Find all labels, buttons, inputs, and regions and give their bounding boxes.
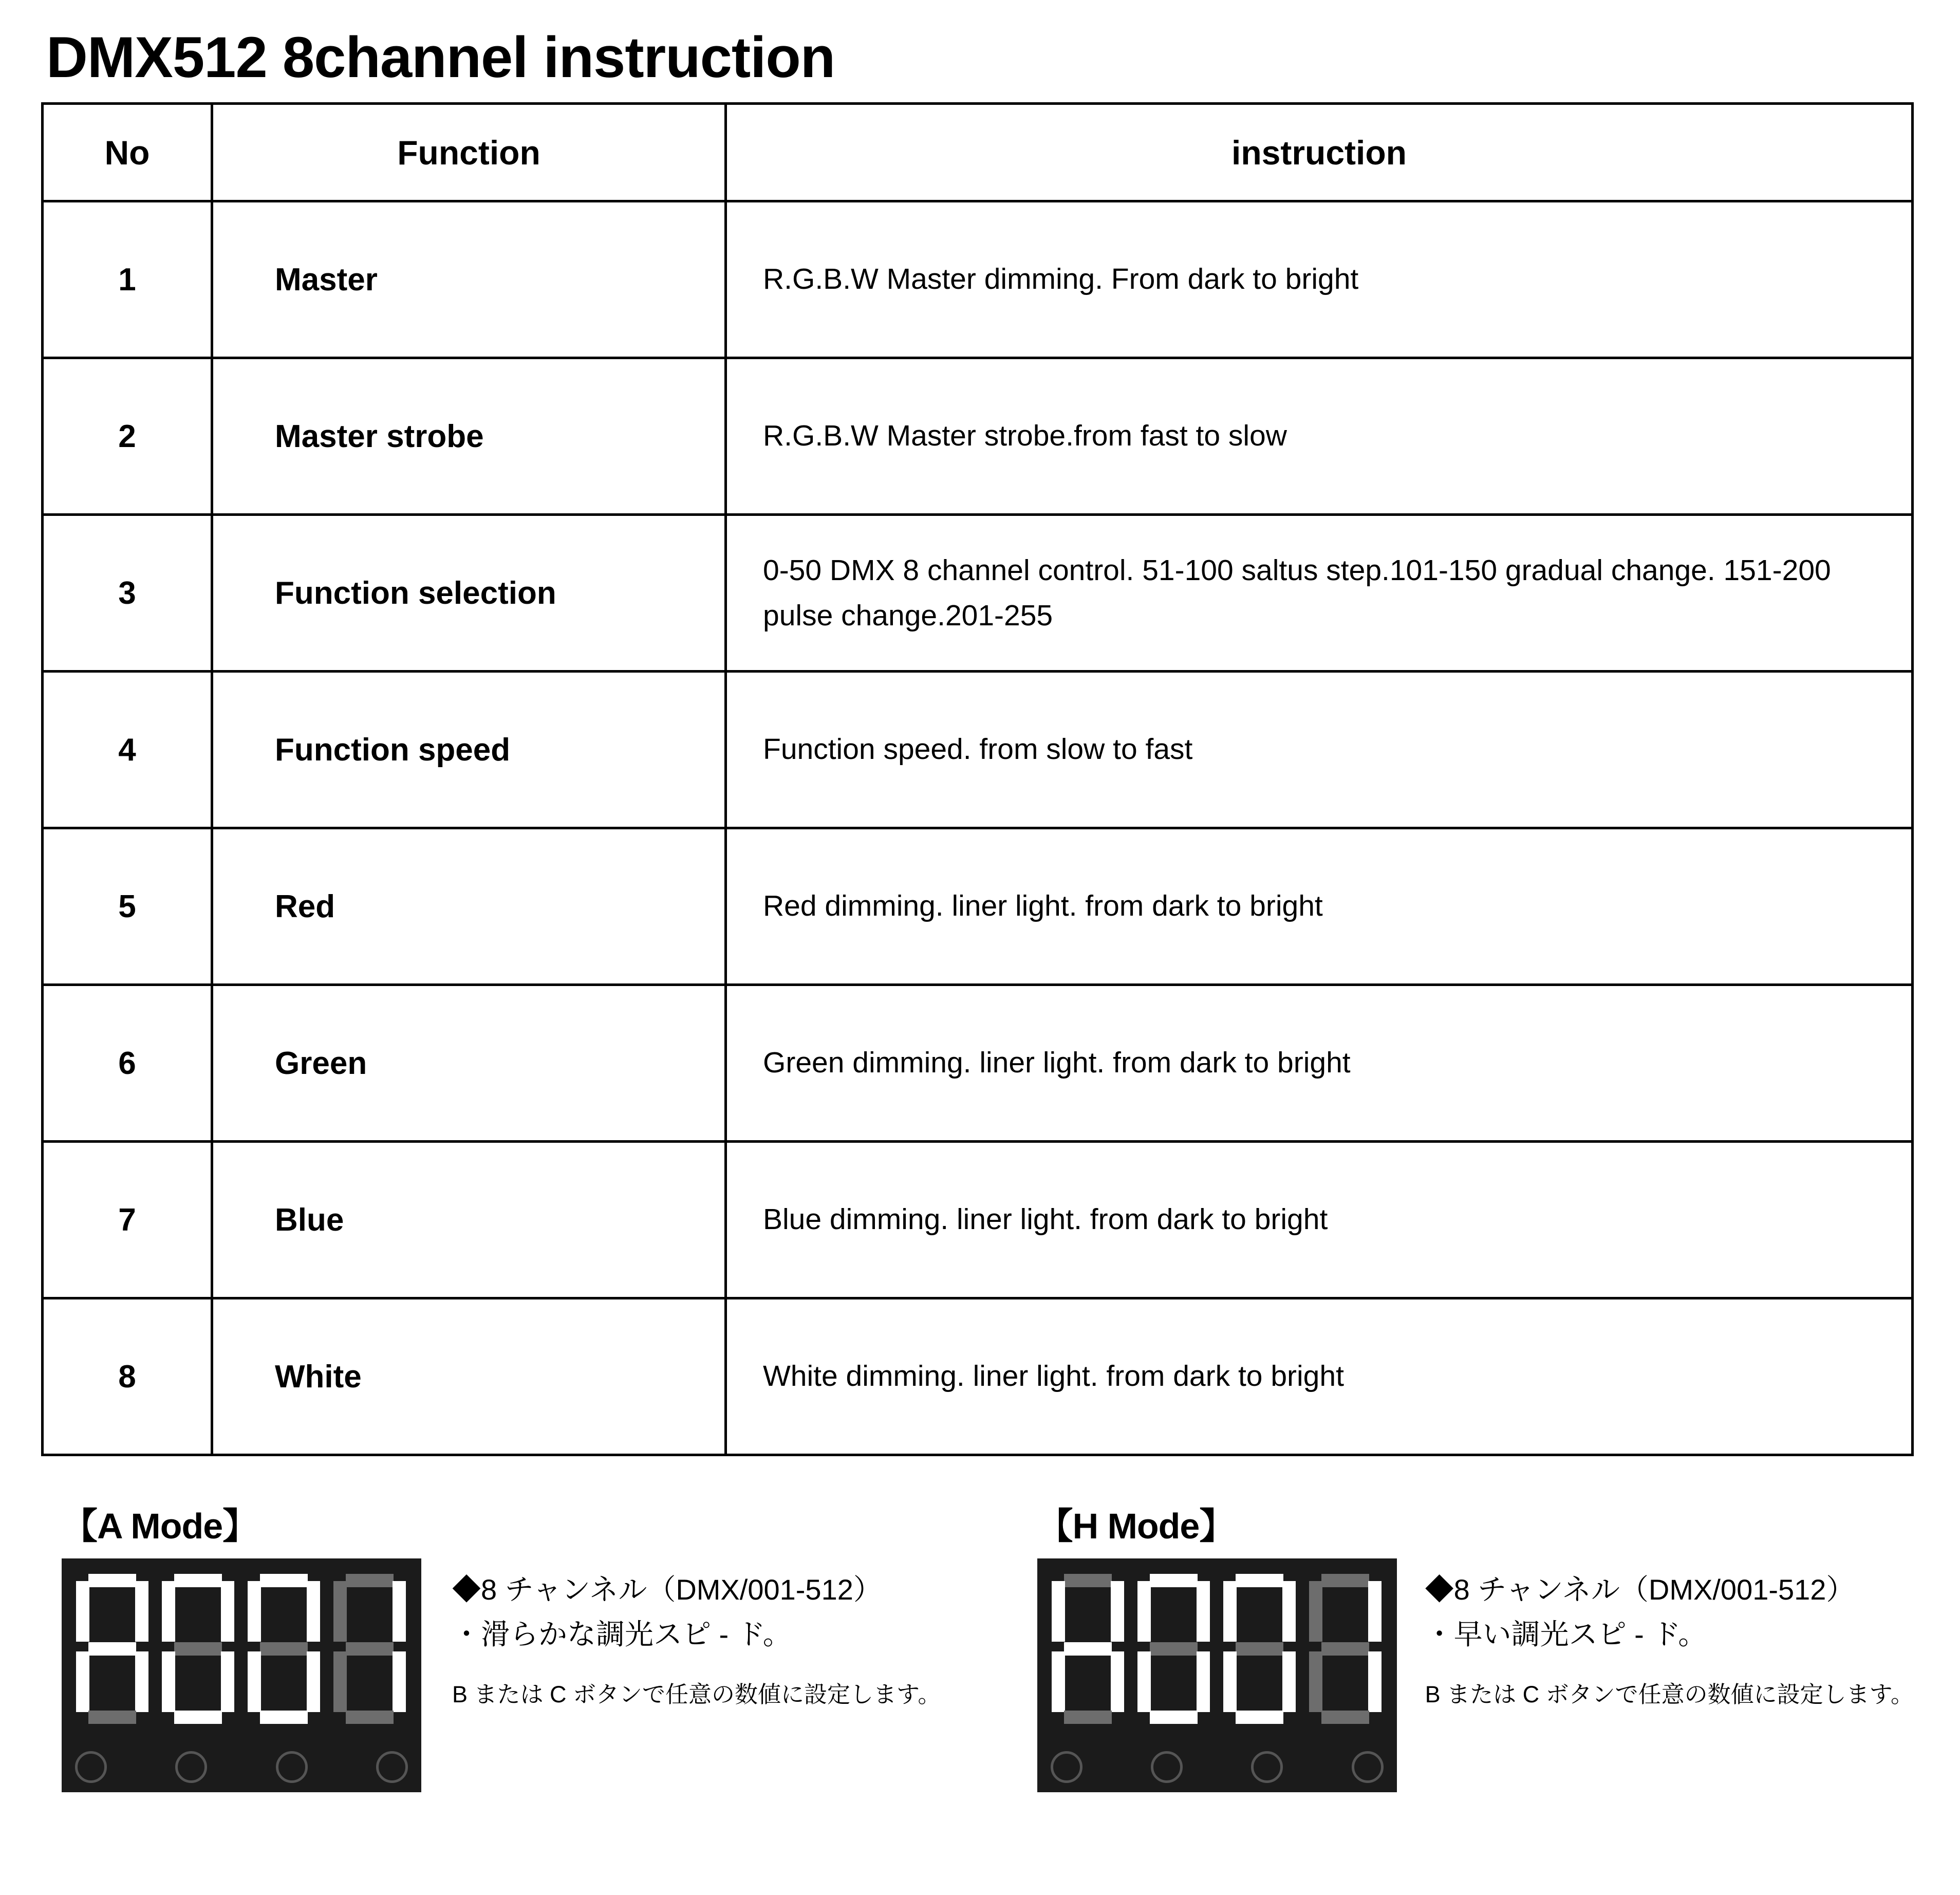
segment-top-left (1137, 1581, 1151, 1642)
row-no: 2 (43, 358, 212, 515)
segment-middle (1064, 1642, 1112, 1656)
segment-bottom-left (248, 1651, 261, 1712)
controller-button[interactable] (276, 1751, 308, 1783)
segment-top-left (1052, 1581, 1065, 1642)
row-instruction: Function speed. from slow to fast (726, 672, 1913, 828)
row-function: White (212, 1298, 726, 1455)
table-row (43, 1142, 1913, 1298)
segment-bottom-left (1223, 1651, 1237, 1712)
row-no: 8 (43, 1298, 212, 1455)
segment-middle (346, 1642, 394, 1656)
row-instruction: R.G.B.W Master dimming. From dark to bright (726, 201, 1913, 358)
mode-note: ・早い調光スピ - ド。 (1425, 1618, 1707, 1650)
segment-top-right (1111, 1581, 1124, 1642)
table-row (43, 358, 1913, 515)
table-row (43, 828, 1913, 985)
display-digit (1051, 1572, 1125, 1726)
column-header-function: Function (212, 104, 726, 201)
row-function: Green (212, 985, 726, 1142)
table-row (43, 515, 1913, 672)
table-row (43, 1298, 1913, 1455)
segment-top-right (221, 1581, 234, 1642)
row-instruction: White dimming. liner light. from dark to bright (726, 1298, 1913, 1455)
segment-top-left (1309, 1581, 1322, 1642)
row-instruction: Green dimming. liner light. from dark to bright (726, 985, 1913, 1142)
segment-bottom-right (135, 1651, 148, 1712)
mode-notes-a (452, 1558, 941, 1712)
row-no: 4 (43, 672, 212, 828)
row-function: Master strobe (212, 358, 726, 515)
segment-top (1150, 1574, 1198, 1587)
seven-segment-display-h (1051, 1572, 1384, 1726)
page-title: DMX512 8channel instruction (46, 25, 835, 89)
controller-button[interactable] (1352, 1751, 1384, 1783)
mode-footnote: B または C ボタンで任意の数値に設定します。 (452, 1681, 941, 1707)
segment-top-right (307, 1581, 320, 1642)
mode-block-a (41, 1497, 976, 1792)
segment-top (174, 1574, 222, 1587)
row-instruction: Red dimming. liner light. from dark to bright (726, 828, 1913, 985)
segment-bottom-left (333, 1651, 347, 1712)
mode-notes-h (1425, 1558, 1914, 1712)
segment-middle (174, 1642, 222, 1656)
segment-middle (1236, 1642, 1283, 1656)
display-digit (75, 1572, 150, 1726)
controller-button[interactable] (175, 1751, 207, 1783)
segment-bottom (1321, 1711, 1369, 1724)
row-function: Red (212, 828, 726, 985)
row-function: Master (212, 201, 726, 358)
segment-top-left (1223, 1581, 1237, 1642)
segment-top (260, 1574, 308, 1587)
display-digit (161, 1572, 235, 1726)
controller-display-a (62, 1558, 421, 1792)
segment-bottom-right (1111, 1651, 1124, 1712)
table-header-row (43, 104, 1913, 201)
display-digit (1308, 1572, 1383, 1726)
segment-middle (1150, 1642, 1198, 1656)
column-header-no: No (43, 104, 212, 201)
segment-middle (260, 1642, 308, 1656)
segment-bottom-right (393, 1651, 406, 1712)
segment-bottom (260, 1711, 308, 1724)
segment-bottom-left (162, 1651, 175, 1712)
segment-bottom (88, 1711, 136, 1724)
segment-top-right (1368, 1581, 1382, 1642)
display-digit (247, 1572, 321, 1726)
row-function: Blue (212, 1142, 726, 1298)
row-no: 5 (43, 828, 212, 985)
segment-bottom-left (1052, 1651, 1065, 1712)
controller-display-h (1037, 1558, 1397, 1792)
segment-bottom-left (1137, 1651, 1151, 1712)
segment-bottom-right (1197, 1651, 1210, 1712)
segment-top-right (1197, 1581, 1210, 1642)
row-instruction: R.G.B.W Master strobe.from fast to slow (726, 358, 1913, 515)
segment-bottom-right (1282, 1651, 1296, 1712)
segment-top-left (248, 1581, 261, 1642)
mode-note: ◆8 チャンネル（DMX/001-512） (1425, 1573, 1855, 1606)
segment-bottom-right (1368, 1651, 1382, 1712)
table-row (43, 672, 1913, 828)
segment-top (88, 1574, 136, 1587)
segment-top-right (1282, 1581, 1296, 1642)
dmx-channel-table (41, 102, 1914, 1456)
display-digit (1222, 1572, 1297, 1726)
mode-section (41, 1497, 1914, 1792)
controller-button[interactable] (1051, 1751, 1082, 1783)
segment-top-right (135, 1581, 148, 1642)
column-header-instruction: instruction (726, 104, 1913, 201)
controller-buttons-a (75, 1751, 408, 1783)
mode-label-a: 【A Mode】 (62, 1506, 258, 1547)
segment-bottom-left (76, 1651, 89, 1712)
segment-middle (88, 1642, 136, 1656)
segment-bottom (1150, 1711, 1198, 1724)
segment-bottom-right (307, 1651, 320, 1712)
segment-top-right (393, 1581, 406, 1642)
segment-bottom-left (1309, 1651, 1322, 1712)
segment-top (1321, 1574, 1369, 1587)
controller-button[interactable] (1251, 1751, 1283, 1783)
row-function: Function selection (212, 515, 726, 672)
segment-top-left (76, 1581, 89, 1642)
controller-button[interactable] (376, 1751, 408, 1783)
table-row (43, 201, 1913, 358)
row-no: 6 (43, 985, 212, 1142)
segment-top (1236, 1574, 1283, 1587)
segment-top (1064, 1574, 1112, 1587)
controller-button[interactable] (75, 1751, 107, 1783)
table-row (43, 985, 1913, 1142)
row-no: 3 (43, 515, 212, 672)
segment-top-left (162, 1581, 175, 1642)
segment-top (346, 1574, 394, 1587)
row-instruction: Blue dimming. liner light. from dark to bright (726, 1142, 1913, 1298)
display-digit (1136, 1572, 1211, 1726)
segment-middle (1321, 1642, 1369, 1656)
display-digit (332, 1572, 407, 1726)
row-no: 1 (43, 201, 212, 358)
segment-bottom-right (221, 1651, 234, 1712)
segment-top-left (333, 1581, 347, 1642)
segment-bottom (346, 1711, 394, 1724)
mode-label-h: 【H Mode】 (1037, 1506, 1235, 1547)
controller-buttons-h (1051, 1751, 1384, 1783)
mode-footnote: B または C ボタンで任意の数値に設定します。 (1425, 1681, 1914, 1707)
row-function: Function speed (212, 672, 726, 828)
mode-note: ・滑らかな調光スピ - ド。 (452, 1618, 792, 1650)
mode-block-h (976, 1497, 1914, 1792)
seven-segment-display-a (75, 1572, 408, 1726)
segment-bottom (1236, 1711, 1283, 1724)
row-no: 7 (43, 1142, 212, 1298)
row-instruction: 0-50 DMX 8 channel control. 51-100 saltus step.101-150 gradual change. 151-200 pulse change.201-255 (726, 515, 1913, 672)
controller-button[interactable] (1151, 1751, 1183, 1783)
segment-bottom (174, 1711, 222, 1724)
segment-bottom (1064, 1711, 1112, 1724)
mode-note: ◆8 チャンネル（DMX/001-512） (452, 1573, 882, 1606)
